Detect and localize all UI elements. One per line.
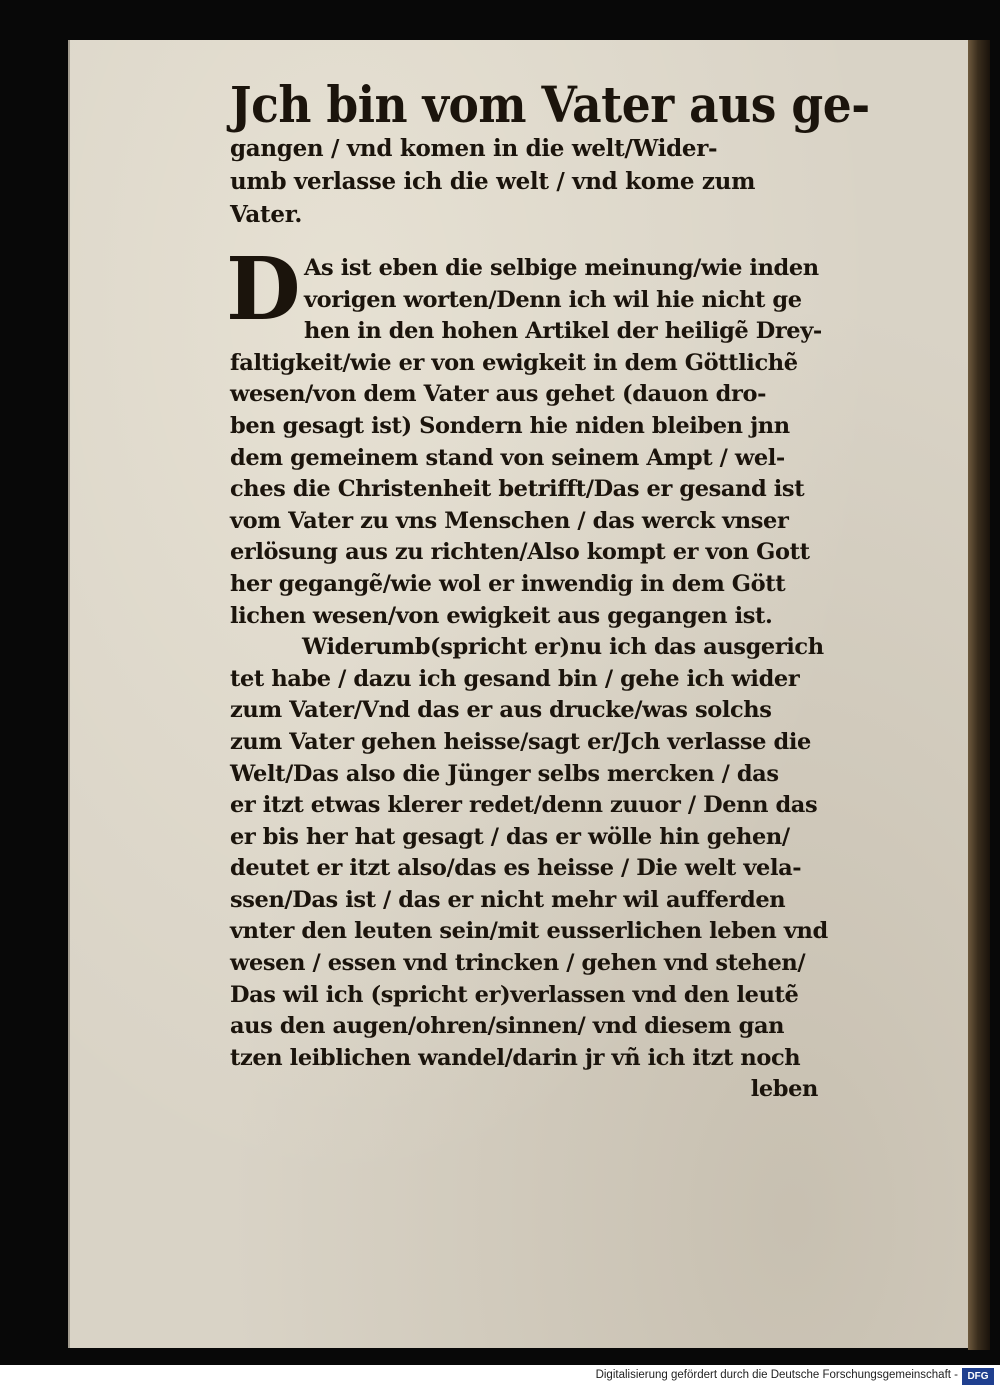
heading-line: Vater. xyxy=(230,201,303,228)
catchword: leben xyxy=(750,1076,818,1103)
paragraph-2 xyxy=(230,632,830,1106)
page-edge xyxy=(968,40,990,1350)
text-line: tzen leiblichen wandel/darin jr vñ ich itzt noch xyxy=(230,1044,801,1071)
dfg-logo: DFG xyxy=(962,1368,994,1385)
paragraph-1 xyxy=(226,239,830,632)
footer-bar xyxy=(0,1365,1000,1389)
heading-line: gangen / vnd komen in die welt/Wider- xyxy=(230,135,718,162)
text-line: er bis her hat gesagt / das er wölle hin gehen/ xyxy=(230,823,790,850)
text-line: erlösung aus zu richten/Also kompt er von Gott xyxy=(230,539,810,566)
text-line: Das wil ich (spricht er)verlassen vnd den leutẽ xyxy=(230,981,799,1008)
drop-cap-initial: D xyxy=(226,239,301,340)
text-line: er itzt etwas klerer redet/denn zuuor / Denn das xyxy=(230,792,818,819)
text-line: Widerumb(spricht er)nu ich das ausgerich xyxy=(302,634,824,661)
text-line: vorigen worten/Denn ich wil hie nicht ge xyxy=(304,286,802,313)
text-line: ssen/Das ist / das er nicht mehr wil aufferden xyxy=(230,886,786,913)
heading-continuation xyxy=(230,132,830,231)
text-line: lichen wesen/von ewigkeit aus gegangen ist. xyxy=(230,602,773,629)
text-line: hen in den hohen Artikel der heiligẽ Drey- xyxy=(304,318,822,345)
text-line: deutet er itzt also/das es heisse / Die welt vela- xyxy=(230,855,802,882)
funding-credit: Digitalisierung gefördert durch die Deutsche Forschungsgemeinschaft - xyxy=(595,1369,958,1381)
text-line: faltigkeit/wie er von ewigkeit in dem Göttlichẽ xyxy=(230,349,798,376)
text-line: aus den augen/ohren/sinnen/ vnd diesem gan xyxy=(230,1013,785,1040)
text-line: ches die Christenheit betrifft/Das er gesand ist xyxy=(230,476,805,503)
page-text xyxy=(226,75,870,1106)
text-line: zum Vater/Vnd das er aus drucke/was solchs xyxy=(230,697,772,724)
text-line: ben gesagt ist) Sondern hie niden bleiben jnn xyxy=(230,412,790,439)
text-line: Welt/Das also die Jünger selbs mercken / das xyxy=(230,760,779,787)
text-line: wesen / essen vnd trincken / gehen vnd stehen/ xyxy=(230,950,806,977)
text-line: As ist eben die selbige meinung/wie inden xyxy=(304,255,819,281)
heading-line: umb verlasse ich die welt / vnd kome zum xyxy=(230,168,756,195)
text-line: her gegangẽ/wie wol er inwendig in dem Gött xyxy=(230,570,786,597)
text-line: vom Vater zu vns Menschen / das werck vnser xyxy=(230,507,789,534)
page-title: Jch bin vom Vater aus ge- xyxy=(230,75,870,134)
text-line: dem gemeinem stand von seinem Ampt / wel- xyxy=(230,444,785,471)
text-line: wesen/von dem Vater aus gehet (dauon dro- xyxy=(230,381,767,408)
text-line: vnter den leuten sein/mit eusserlichen leben vnd xyxy=(230,918,828,945)
text-line: tet habe / dazu ich gesand bin / gehe ich wider xyxy=(230,665,800,692)
text-line: zum Vater gehen heisse/sagt er/Jch verlasse die xyxy=(230,728,811,755)
